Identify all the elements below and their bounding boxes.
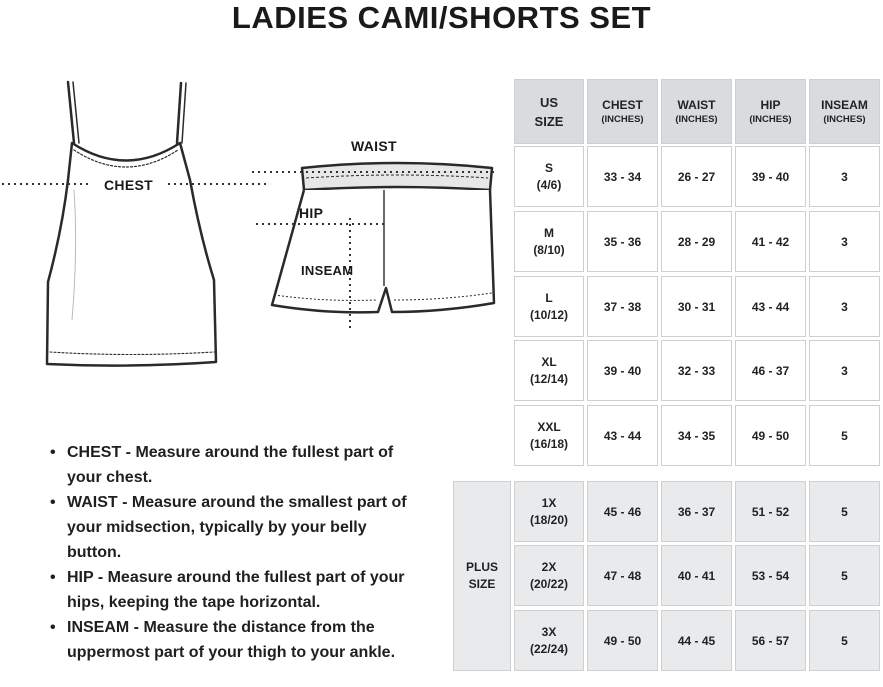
inseam-cell: 3 <box>809 340 880 401</box>
header-us-size: US SIZE <box>514 79 584 144</box>
size-name: 2X <box>541 559 557 574</box>
hip-cell: 43 - 44 <box>735 276 806 337</box>
size-range: (16/18) <box>529 436 569 451</box>
chest-cell: 33 - 34 <box>587 146 658 207</box>
size-range: (8/10) <box>533 242 565 257</box>
size-cell <box>514 610 584 671</box>
instruction-waist: • WAIST - Measure around the smallest part of your midsection, typically by your belly button. <box>48 490 420 565</box>
inseam-cell: 3 <box>809 276 880 337</box>
inseam-cell: 5 <box>809 610 880 671</box>
size-range: (10/12) <box>529 307 569 322</box>
header-hip: HIP (INCHES) <box>735 79 806 144</box>
hip-cell: 53 - 54 <box>735 545 806 606</box>
hip-cell: 41 - 42 <box>735 211 806 272</box>
size-cell <box>514 481 584 542</box>
waist-cell: 32 - 33 <box>661 340 732 401</box>
inseam-cell: 5 <box>809 405 880 466</box>
size-cell <box>514 146 584 207</box>
inseam-cell: 3 <box>809 211 880 272</box>
chest-cell: 47 - 48 <box>587 545 658 606</box>
waist-cell: 44 - 45 <box>661 610 732 671</box>
garment-illustration <box>0 60 510 380</box>
chest-cell: 45 - 46 <box>587 481 658 542</box>
instruction-inseam: • INSEAM - Measure the distance from the uppermost part of your thigh to your ankle. <box>48 615 420 665</box>
size-name: M <box>544 225 554 240</box>
waist-label: WAIST <box>351 138 397 154</box>
waist-cell: 34 - 35 <box>661 405 732 466</box>
hip-cell: 46 - 37 <box>735 340 806 401</box>
chest-cell: 49 - 50 <box>587 610 658 671</box>
hip-cell: 56 - 57 <box>735 610 806 671</box>
measurement-instructions <box>48 440 420 665</box>
size-cell <box>514 405 584 466</box>
chest-cell: 37 - 38 <box>587 276 658 337</box>
size-name: XXL <box>537 419 561 434</box>
waist-cell: 26 - 27 <box>661 146 732 207</box>
size-cell <box>514 545 584 606</box>
inseam-cell: 3 <box>809 146 880 207</box>
size-name: 3X <box>541 624 557 639</box>
size-cell <box>514 340 584 401</box>
hip-label: HIP <box>299 205 324 221</box>
header-chest: CHEST (INCHES) <box>587 79 658 144</box>
header-waist: WAIST (INCHES) <box>661 79 732 144</box>
chest-cell: 43 - 44 <box>587 405 658 466</box>
size-range: (22/24) <box>529 641 569 656</box>
inseam-cell: 5 <box>809 481 880 542</box>
instruction-hip: • HIP - Measure around the fullest part of your hips, keeping the tape horizontal. <box>48 565 420 615</box>
page-title: LADIES CAMI/SHORTS SET <box>231 0 652 35</box>
shorts-drawing <box>272 163 494 312</box>
waist-cell: 40 - 41 <box>661 545 732 606</box>
waist-cell: 28 - 29 <box>661 211 732 272</box>
size-name: S <box>544 160 553 175</box>
size-range: (20/22) <box>529 576 569 591</box>
size-range: (4/6) <box>536 177 562 192</box>
size-range: (18/20) <box>529 512 569 527</box>
size-cell <box>514 276 584 337</box>
header-inseam: INSEAM (INCHES) <box>809 79 880 144</box>
inseam-cell: 5 <box>809 545 880 606</box>
hip-cell: 39 - 40 <box>735 146 806 207</box>
hip-cell: 51 - 52 <box>735 481 806 542</box>
waist-cell: 30 - 31 <box>661 276 732 337</box>
inseam-label: INSEAM <box>301 263 354 278</box>
instruction-chest: • CHEST - Measure around the fullest part of your chest. <box>48 440 420 490</box>
chest-cell: 39 - 40 <box>587 340 658 401</box>
cami-drawing <box>47 82 216 366</box>
chest-cell: 35 - 36 <box>587 211 658 272</box>
size-name: 1X <box>541 495 557 510</box>
size-name: L <box>545 290 553 305</box>
hip-cell: 49 - 50 <box>735 405 806 466</box>
size-cell <box>514 211 584 272</box>
chest-label: CHEST <box>104 177 153 193</box>
size-range: (12/14) <box>529 371 569 386</box>
waist-cell: 36 - 37 <box>661 481 732 542</box>
size-name: XL <box>541 354 557 369</box>
plus-size-group-label: PLUS SIZE <box>453 481 511 671</box>
